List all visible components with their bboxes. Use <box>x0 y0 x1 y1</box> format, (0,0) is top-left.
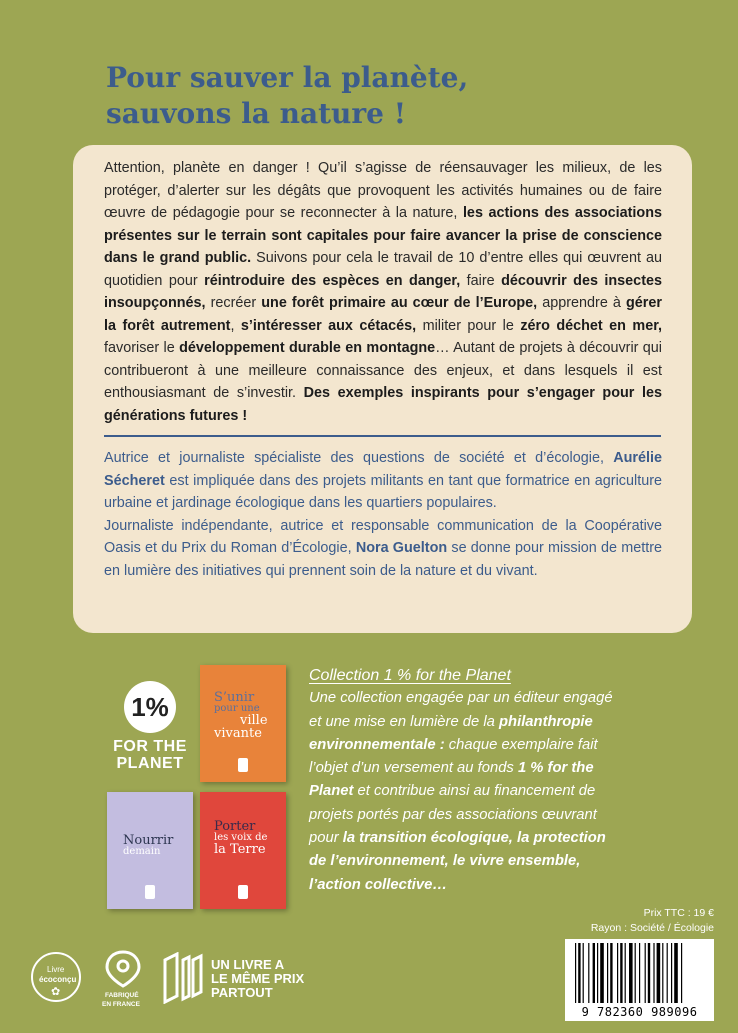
book-icon <box>163 952 203 1004</box>
book-cover-sunir <box>200 665 286 782</box>
eco-logo: Livre écoconçu ✿ <box>31 952 81 1002</box>
barcode-bar <box>667 943 668 1003</box>
barcode-bar <box>648 943 650 1003</box>
fabrique-france-logo: FABRIQUÉ EN FRANCE <box>101 950 145 1014</box>
cover-title: Nourrir demain <box>123 833 174 857</box>
one-percent-line-1: FOR THE <box>113 738 187 755</box>
prix-unique-logo: UN LIVRE A LE MÊME PRIX PARTOUT <box>163 952 323 1006</box>
barcode-bar <box>575 943 576 1003</box>
summary-panel <box>73 145 692 633</box>
barcode-bar <box>593 943 595 1003</box>
text-segment: Suivons pour cela le travail de 10 d’entre elles qui œuvrent au quotidien pour <box>104 250 662 289</box>
text-segment: favoriser le <box>104 340 180 356</box>
collection-block <box>309 664 614 897</box>
text-segment: recréer <box>205 295 262 311</box>
author-bio <box>104 447 662 582</box>
emphasis-text: philanthropie environnementale : <box>309 713 593 753</box>
barcode-bar <box>617 943 618 1003</box>
category-label: Rayon : Société / Écologie <box>590 922 714 934</box>
text-segment: et contribue ainsi au financement de projets portés par des associations œuvrant pour <box>309 783 597 847</box>
title-line-2: sauvons la nature ! <box>106 97 407 130</box>
book-cover-nourrir <box>107 792 193 909</box>
cover-badge <box>238 758 248 772</box>
barcode-bar <box>578 943 580 1003</box>
one-percent-line-2: PLANET <box>116 755 184 772</box>
text-segment: chaque exemplaire fait l’objet d’un versement au fonds <box>309 736 598 777</box>
barcode-bar <box>635 943 636 1003</box>
cover-badge <box>238 885 248 899</box>
text-segment: est impliquée dans des projets militants en tant que formatrice en agriculture urbaine et jardinage écologique dans les quartiers populaires. <box>104 472 662 511</box>
emphasis-text: 1 % for the Planet <box>309 760 594 800</box>
text-segment: Une collection engagée par un éditeur engagé et une mise en lumière de la <box>309 690 613 730</box>
page-title <box>106 60 468 132</box>
leaf-icon: ✿ <box>51 986 61 998</box>
barcode-bar <box>610 943 612 1003</box>
barcode-bar <box>597 943 598 1003</box>
emphasis-text: Aurélie Sécheret <box>104 450 662 489</box>
emphasis-text: gérer la forêt autrement <box>104 295 662 334</box>
barcode-bar <box>657 943 661 1003</box>
text-segment: faire <box>460 272 502 289</box>
text-segment: , <box>230 317 241 334</box>
text-segment: Attention, planète en danger ! Qu’il s’agisse de réensauvager les milieux, de les protéger, d’alerter sur les dégâts que provoquent les activités humaines ou de faire œuvre de pédagogie pour se reconnecter à la nature, <box>104 160 662 221</box>
barcode-bar <box>653 943 654 1003</box>
barcode-bar <box>588 943 589 1003</box>
barcode-bar <box>620 943 622 1003</box>
emphasis-text: Des exemples inspirants pour s’engager pour les générations futures ! <box>104 385 662 424</box>
text-segment: se donne pour mission de mettre en lumière des initiatives qui prennent soin de la nature et du vivant. <box>104 540 662 579</box>
cover-title: S’unir pour une ville vivante <box>214 690 268 741</box>
price-label: Prix TTC : 19 € <box>643 907 714 919</box>
emphasis-text: une forêt primaire au cœur de l’Europe, <box>261 295 538 311</box>
book-cover-porter <box>200 792 286 909</box>
emphasis-text: développement durable en montagne <box>179 340 436 356</box>
collection-title: Collection 1 % for the Planet <box>309 667 511 684</box>
one-percent-text <box>110 738 190 772</box>
summary-text <box>104 157 662 427</box>
barcode-bar <box>625 943 626 1003</box>
text-segment: apprendre à <box>537 295 626 311</box>
emphasis-text: zéro déchet en mer, <box>520 317 662 334</box>
text-segment: … Autant de projets à découvrir qui contribueront à une meilleure connaissance des enjeux, et dans lesquels il est enthousiasmant de s’investir. <box>104 340 662 401</box>
cover-badge <box>145 885 155 899</box>
barcode-digits: 9 782360 989096 <box>581 1005 698 1019</box>
divider <box>104 435 661 437</box>
barcode-bar <box>645 943 646 1003</box>
cover-title: Porter les voix de la Terre <box>214 819 268 857</box>
barcode-bar <box>639 943 640 1003</box>
barcode <box>565 939 714 1021</box>
price-block <box>591 906 714 936</box>
text-segment: Journaliste indépendante, autrice et responsable communication de la Coopérative Oasis et du Prix du Roman d’Écologie, <box>104 517 662 556</box>
barcode-bar <box>662 943 663 1003</box>
barcode-bar <box>629 943 633 1003</box>
text-segment: Autrice et journaliste spécialiste des questions de société et d’écologie, <box>104 450 614 466</box>
emphasis-text: réintroduire des espèces en danger, <box>204 272 461 289</box>
barcode-bar <box>674 943 678 1003</box>
emphasis-text: les actions des associations présentes sur le terrain sont capitales pour faire avancer la prise de conscience dans le grand public. <box>104 205 663 266</box>
emphasis-text: s’intéresser aux cétacés, <box>240 317 417 334</box>
emphasis-text: la transition écologique, la protection de l’environnement, le vivre ensemble, l’action collective… <box>309 830 606 893</box>
title-line-1: Pour sauver la planète, <box>106 61 469 94</box>
map-pin-icon <box>101 950 145 988</box>
barcode-bar <box>681 943 682 1003</box>
one-percent-circle: 1% <box>124 681 176 733</box>
text-segment: militer pour le <box>416 317 521 334</box>
emphasis-text: Nora Guelton <box>355 540 448 556</box>
barcode-bar <box>671 943 672 1003</box>
barcode-bar <box>607 943 608 1003</box>
barcode-bar <box>600 943 604 1003</box>
barcode-bar <box>583 943 584 1003</box>
one-percent-logo <box>110 681 190 777</box>
emphasis-text: découvrir des insectes insoupçonnés, <box>104 272 662 311</box>
collection-text <box>309 687 614 897</box>
